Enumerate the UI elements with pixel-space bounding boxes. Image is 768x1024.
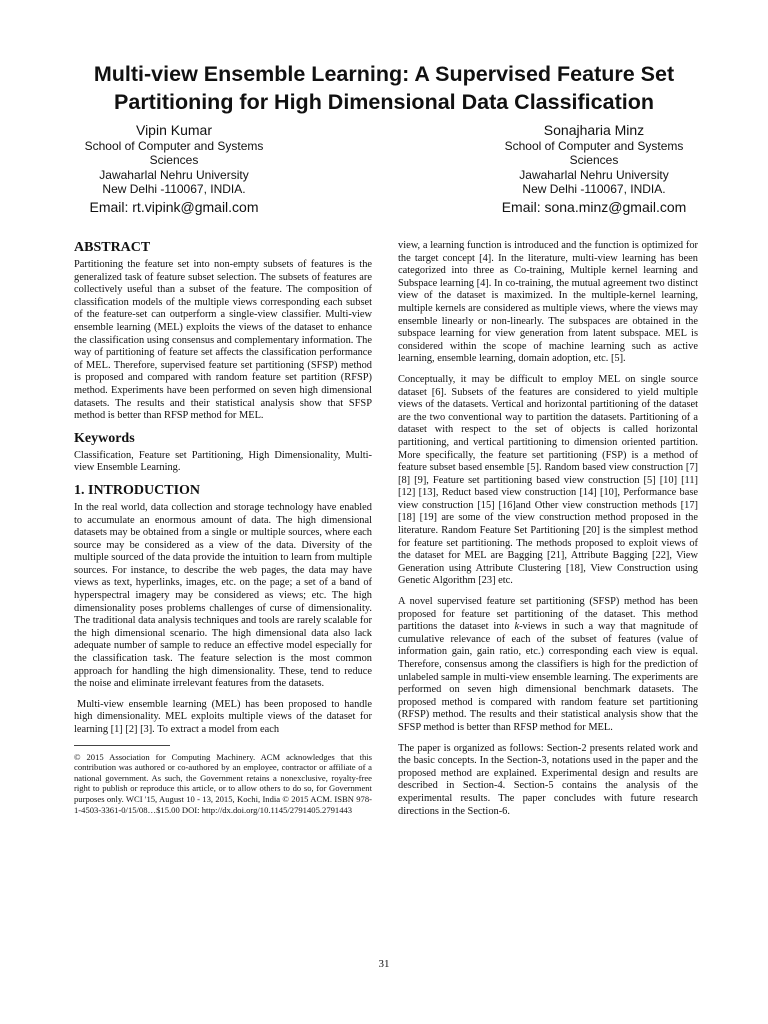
abstract-heading: ABSTRACT (74, 240, 151, 255)
paper-title: Multi-view Ensemble Learning: A Supervised Feature Set Partitioning for High Dimensional Data Classification (93, 62, 675, 114)
left-column (74, 240, 372, 815)
right-paragraph-2: Conceptually, it may be difficult to employ MEL on single source dataset [6]. Subsets of the features are considered to yield multiple views of the datasets. Vertical and horizontal partitioning of the dataset are the two conventional way to partition the datasets. Partitioning of a dataset with respect to the set of objects is called horizontal partitioning, and vertical partitioning to dimension oriented partition. More specifically, the feature set partitioning (FSP) is a method of feature subset based ensemble [5]. Random based view construction [7] [8] [9], Feature set partitioning based view construction [5] [10] [11] [12] [13], Reduct based view construction [14] [10], Performance base view construction [15] [16]and Other view construction methods [17] [18] [19] are some of the view construction method proposed in the literature. Random Feature Set Partitioning [20] is the simplest method for feature set partitioning. The methods proposed to exploit views of the dataset for MEL are Bagging [21], Attribute Bagging [22], View Generation using Attribute Clustering [18], View Construction using Genetic Algorithm [23] etc. (398, 373, 698, 587)
author-university: Jawaharlal Nehru University (519, 167, 669, 182)
author-name: Vipin Kumar (135, 122, 212, 138)
keywords-heading: Keywords (74, 430, 135, 446)
author-affiliation-cont: Sciences (569, 153, 619, 168)
intro-paragraph-2: Multi-view ensemble learning (MEL) has been proposed to handle high dimensionality. MEL exploits multiple views of the dataset for learning [1] [2] [3]. To extract a model from each (74, 698, 372, 735)
introduction-heading: 1. INTRODUCTION (74, 482, 201, 498)
author-email: Email: sona.minz@gmail.com (501, 198, 687, 215)
paragraph-text: -views in such a way that magnitude of cumulative relevance of each of the subset of features (value of information gain, gain ratio, etc.) corresponding each view is equal. Therefore, consensus among the classifiers is high for the prediction of unlabeled sample in multi-view ensemble learning. The experiments are performed on seven high dimensional benchmark datasets. The proposed method is compared with random feature set partitioning (RFSP) method. The results and their statistical analysis show that the SFSP method is better than RFSP method for MEL. (398, 621, 698, 733)
author-block-1 (24, 122, 324, 216)
author-name: Sonajharia Minz (543, 122, 645, 138)
k-variable: k (514, 621, 520, 633)
keywords-text: Classification, Feature set Partitioning, High Dimensionality, Multi-view Ensemble Learning. (74, 449, 372, 474)
abstract-text: Partitioning the feature set into non-empty subsets of features is the generalized task of feature subset selection. The subsets of features are collectively useful than a subset of the feature. The composition of classification models of the multiple views corresponding each subset of the feature-set can outperform a single-view classifier. Multi-view ensemble learning (MEL) exploits the views of the dataset to enhance the classification using consensus and complementary information. The way of partitioning of feature set affects the classification performance of MEL. Therefore, supervised feature set partitioning (SFSP) method is proposed and compared with random feature set partition (RFSP) method. Experiments have been performed on seven high dimensional datasets. The results and their statistical analysis show that SFSP method is better than RFSP method for MEL. (74, 259, 372, 422)
right-paragraph-1: view, a learning function is introduced and the function is optimized for the target concept [4]. In the literature, multi-view learning has been categorized into three as Co-training, Multiple kernel learning and Subspace learning [4]. In co-training, the mutual agreement two distinct view of the dataset is maximized. In the multiple-kernel learning, multiple kernels are considered as multiple views, where the views may ensemble linearly or non-linearly. The subspaces are obtained in the subspace learning for view generation from latent subspace. MEL is considered within the scope of machine learning such as active learning, ensemble learning, domain adoption, etc. [5]. (398, 240, 698, 365)
author-affiliation: School of Computer and Systems (504, 139, 684, 153)
paragraph-text: A novel supervised feature set partitioning (SFSP) method has been proposed for feature set partitioning of the dataset. This method partitions the dataset into (398, 596, 698, 633)
author-city: New Delhi -110067, INDIA. (102, 182, 246, 197)
intro-paragraph-1: In the real world, data collection and storage technology have enabled to accumulate an enormous amount of data. The high dimensional datasets may be obtained from a single or multiple sources, where each source may be considered as a view of the data. Diversity of the multiple sourced of the data provide the intuition to learn from multiple sources. For instance, to describe the web pages, the data may have views as text, hyperlinks, images, etc. on the page; a set of a band of hyperspectral imagery may be considered as views; etc. The high dimensionality poses problems challenges of curse of dimensionality. The traditional data analysis techniques and tools are rarely scalable for the high dimensional scenario. The high dimensional data also lack adequate number of sample to reduce an effective model especially for the classification task. The feature selection is the most common approach for handling the high dimensionality. These, tend to reduce the noise and eliminate irrelevant features from the datasets. (74, 501, 372, 690)
author-email: Email: rt.vipink@gmail.com (89, 198, 259, 215)
right-column (398, 240, 698, 826)
author-affiliation-cont: Sciences (149, 153, 199, 168)
right-paragraph-4: The paper is organized as follows: Section-2 presents related work and the basic concepts. In the Section-3, notations used in the paper and the proposed method are explained. Experimental design and results are described in Section-4. Section-5 contains the analysis of the experimental results. The paper concludes with future research directions in the Section-6. (398, 742, 698, 817)
page-number: 31 (378, 958, 390, 970)
right-paragraph-3 (398, 596, 698, 735)
footnote-divider (74, 745, 170, 746)
author-block-2 (444, 122, 744, 216)
author-affiliation: School of Computer and Systems (84, 139, 264, 153)
copyright-notice: © 2015 Association for Computing Machinery. ACM acknowledges that this contribution was authored or co-authored by an employee, contractor or affiliate of a national government. As such, the Government retains a nonexclusive, royalty-free right to publish or reproduce this article, or to allow others to do so, for Government purposes only. WCI '15, August 10 - 13, 2015, Kochi, India © 2015 ACM. ISBN 978-1-4503-3361-0/15/08…$15.00 DOI: http://dx.doi.org/10.1145/2791405.2791443 (74, 751, 372, 815)
author-university: Jawaharlal Nehru University (99, 167, 249, 182)
author-city: New Delhi -110067, INDIA. (522, 182, 666, 197)
